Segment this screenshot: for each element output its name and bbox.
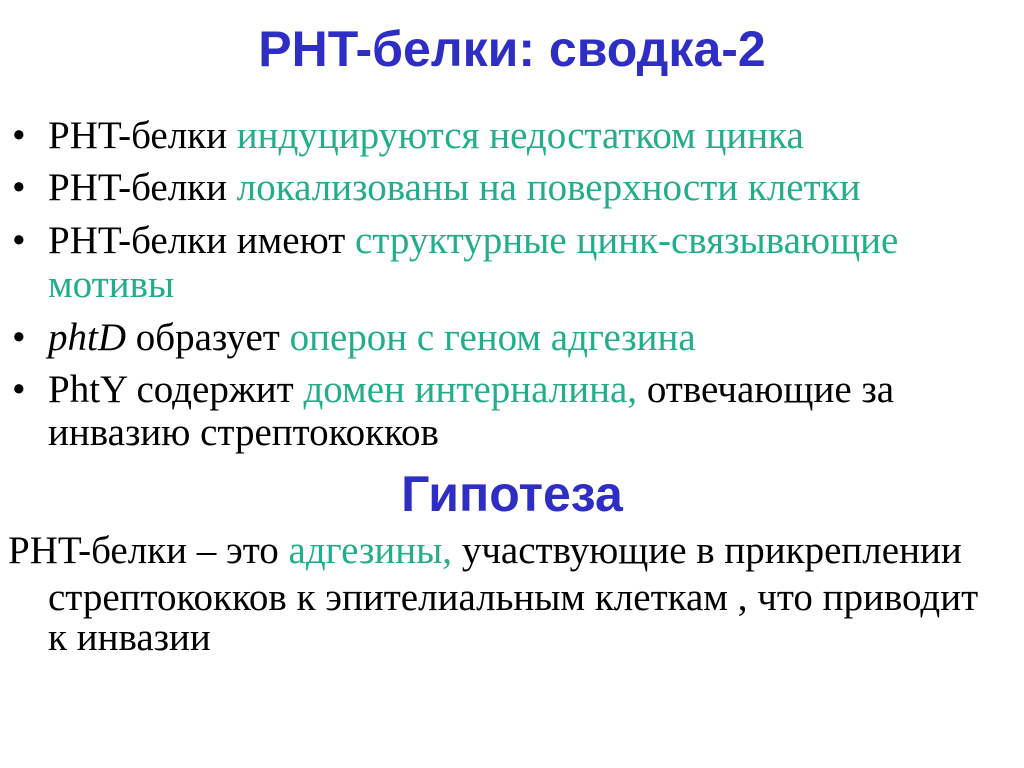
- paragraph-line-continuation: [48, 576, 978, 620]
- paragraph-lead-text: PHT-белки – это: [8, 529, 289, 572]
- bullet-marker: •: [12, 368, 26, 411]
- bullet-marker: •: [12, 166, 26, 209]
- bullet-lead-text: PHT-белки имеют: [48, 219, 356, 262]
- paragraph-tail-text: участвующие в прикреплении: [452, 529, 962, 572]
- paragraph-tail-text: стрептококков к эпителиальным клеткам , что приводит: [48, 576, 979, 619]
- bullet-line: [48, 368, 894, 412]
- bullet-highlight-text: мотивы: [48, 263, 175, 306]
- bullet-highlight-text: оперон с геном адгезина: [289, 316, 696, 359]
- bullet-line: [48, 219, 898, 263]
- bullet-lead-text: PHT-белки: [48, 166, 237, 209]
- bullet-line: [48, 316, 696, 360]
- hypothesis-heading: Гипотеза: [401, 466, 623, 522]
- bullet-line: [48, 114, 804, 158]
- slide-title: PHT-белки: сводка-2: [258, 21, 766, 77]
- paragraph-tail-text: к инвазии: [48, 616, 211, 659]
- bullet-highlight-text: структурные цинк-связывающие: [355, 219, 899, 262]
- bullet-line: [48, 166, 860, 210]
- bullet-marker: •: [12, 114, 26, 157]
- bullet-line-continuation: [48, 263, 174, 307]
- bullet-highlight-text: домен интерналина,: [303, 368, 638, 411]
- paragraph-highlight-text: адгезины,: [288, 529, 453, 572]
- paragraph-line: [8, 529, 962, 573]
- bullet-marker: •: [12, 316, 26, 359]
- bullet-tail-text: отвечающие за: [637, 368, 895, 411]
- gene-name-text: phtD: [48, 316, 126, 359]
- bullet-marker: •: [12, 219, 26, 262]
- bullet-highlight-text: индуцируются недостатком цинка: [236, 114, 804, 157]
- bullet-lead-text: образует: [126, 316, 290, 359]
- bullet-line-continuation: [48, 411, 439, 455]
- bullet-tail-text: инвазию стрептококков: [48, 411, 439, 454]
- bullet-lead-text: PHT-белки: [48, 114, 237, 157]
- bullet-highlight-text: локализованы на поверхности клетки: [236, 166, 861, 209]
- bullet-lead-text: PhtY содержит: [48, 368, 304, 411]
- paragraph-line-continuation: [48, 616, 211, 660]
